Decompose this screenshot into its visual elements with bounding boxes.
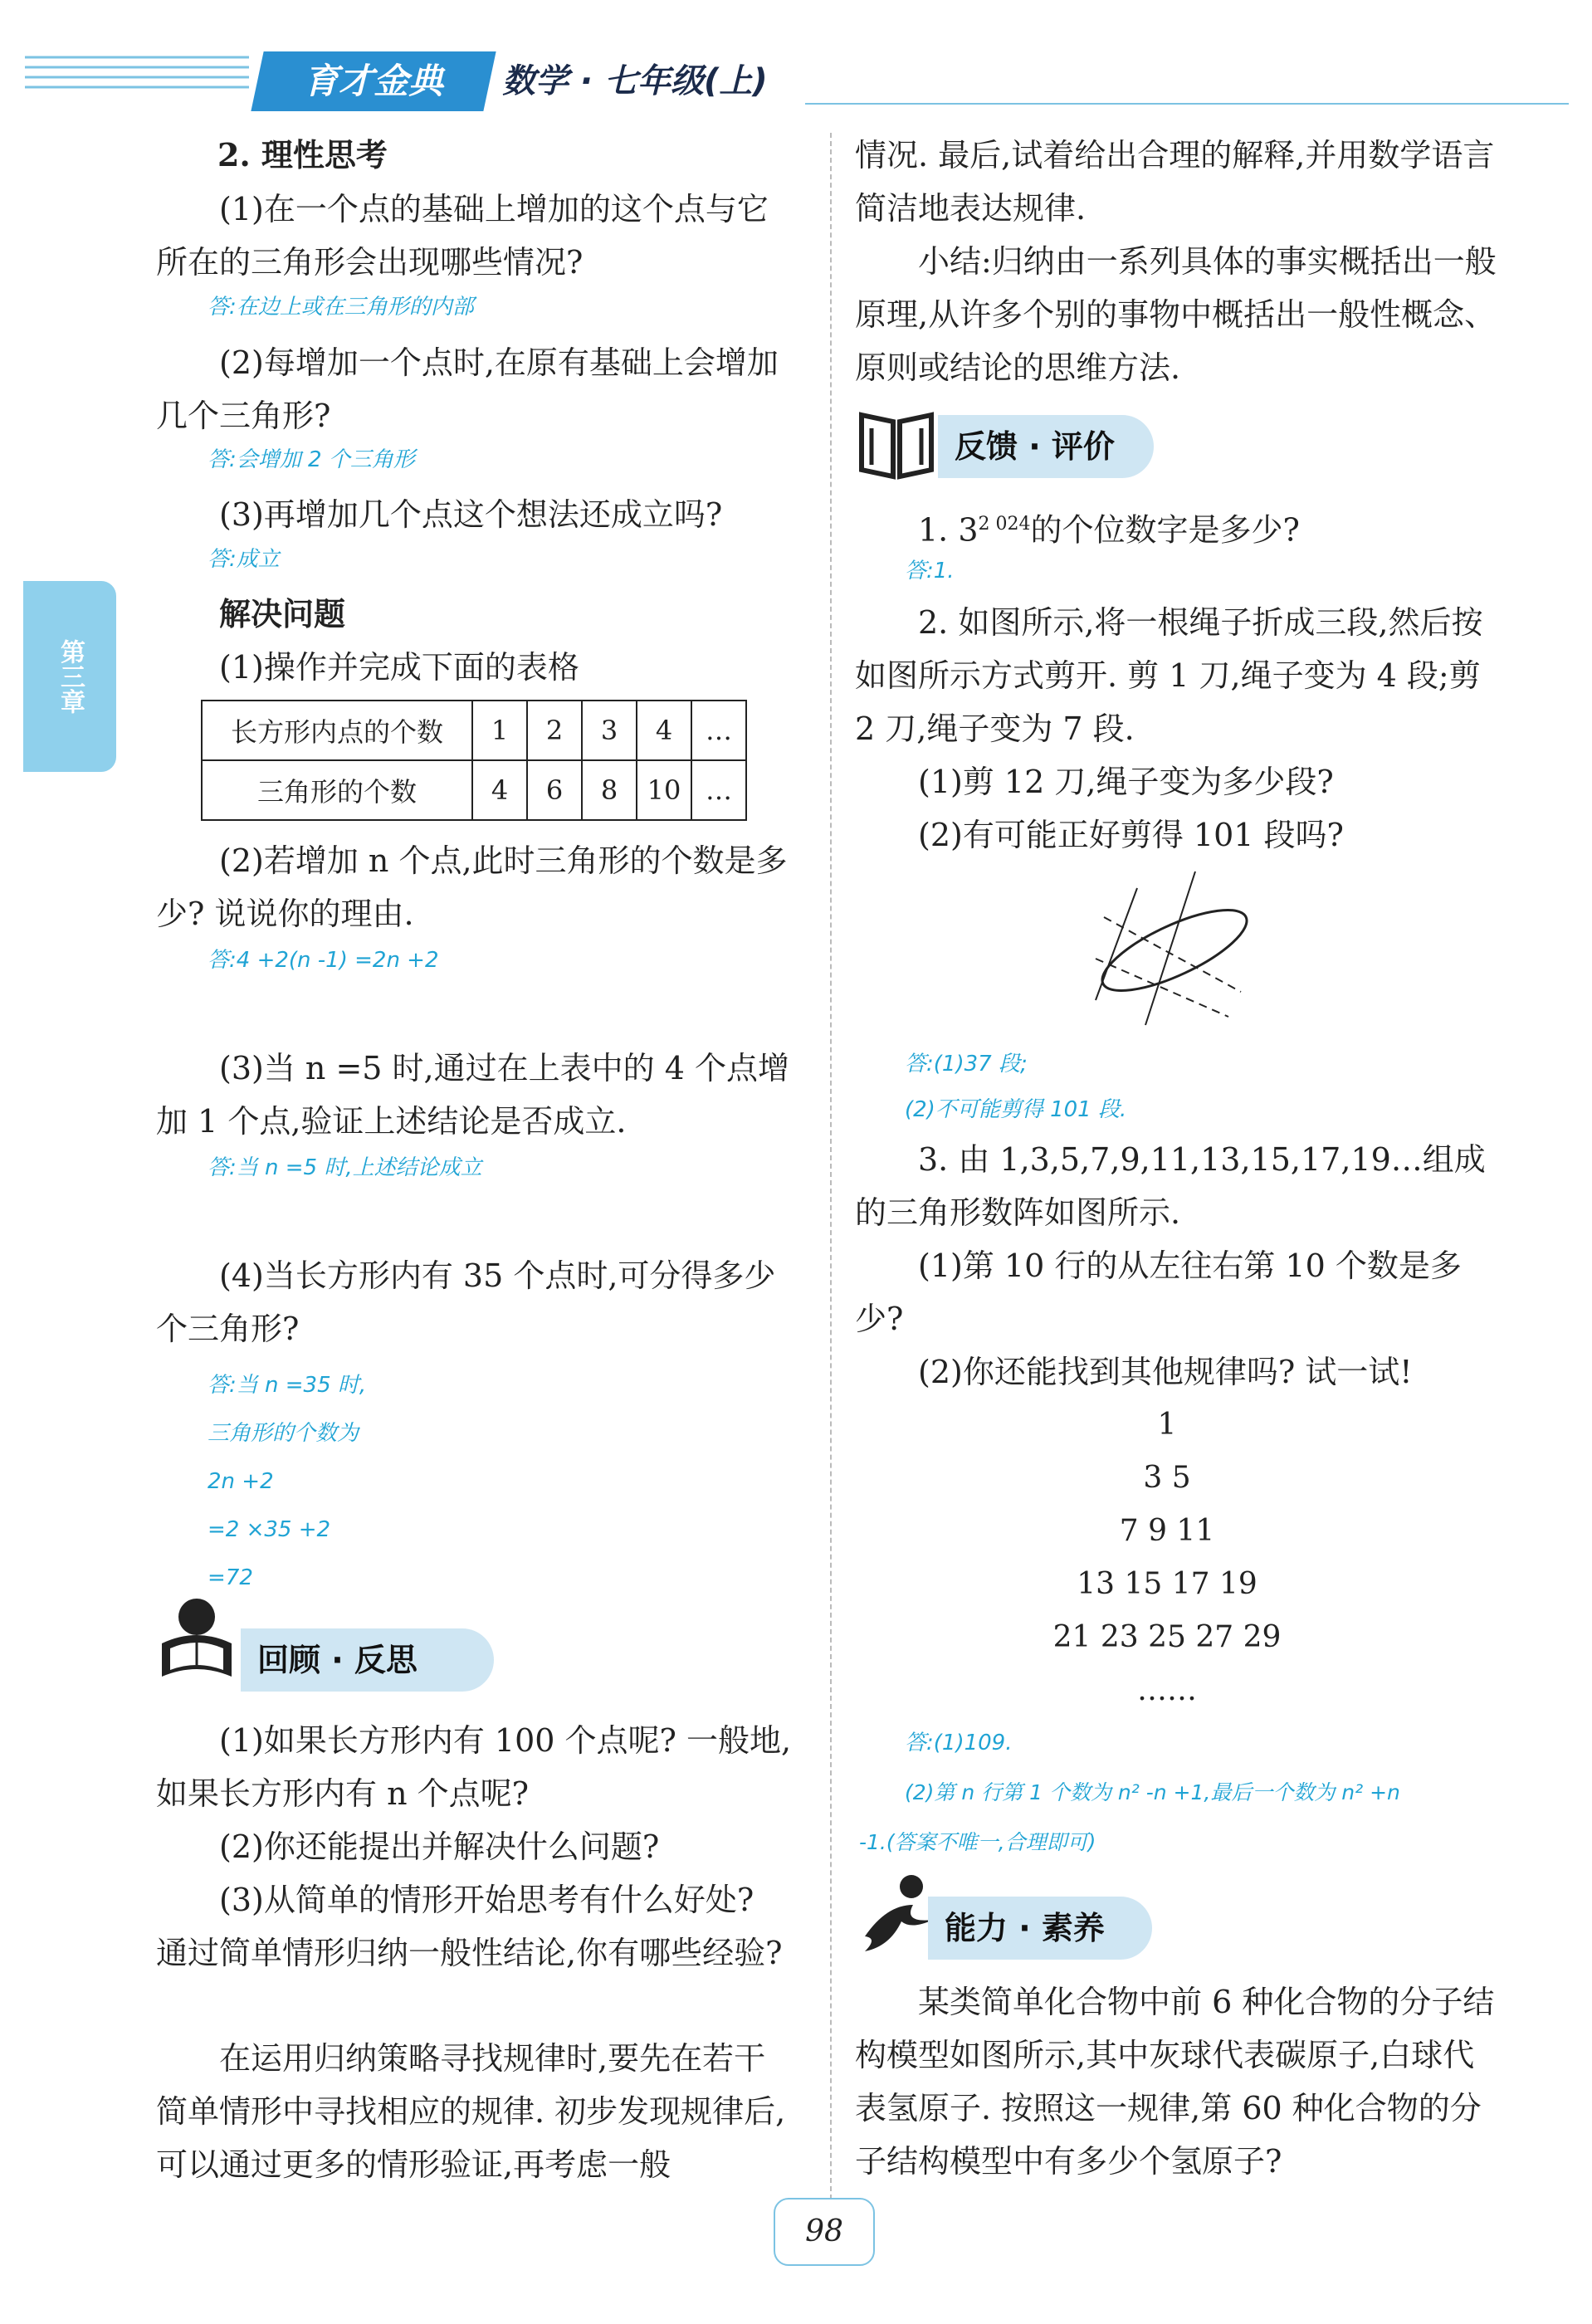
table-cell: 2 [527,701,582,760]
section-title-ability: 能力 · 素养 [928,1897,1152,1960]
solve-question-4: (4)当长方形内有 35 个点时,可分得多少个三角形? [156,1257,776,1347]
feedback-question-2a: (1)剪 12 刀,绳子变为多少段? [918,764,1334,800]
solve-title: 解决问题 [219,595,346,632]
fq1-base: 1. 3 [918,511,979,549]
feedback-question-1 [918,498,1300,557]
solve-question-3: (3)当 n =5 时,通过在上表中的 4 个点增加 1 个点,验证上述结论是否成立. [156,1050,789,1140]
table-cell: 10 [637,760,691,820]
summary-paragraph: 小结:归纳由一系列具体的事实概括出一般原理,从许多个别的事物中概括出一般性概念、原则或结论的思维方法. [855,243,1497,386]
table-row-label: 三角形的个数 [202,760,472,820]
triangle-row: 13 15 17 19 [1077,1567,1257,1601]
triangle-row: …… [1137,1673,1197,1707]
column-divider [830,133,832,2200]
solve-question-1: (1)操作并完成下面的表格 [219,649,579,686]
feedback-answer-3a: 答:(1)109. [905,1731,1013,1755]
reader-icon [154,1594,245,1685]
book-icon [855,407,938,481]
answer-2: 答:会增加 2 个三角形 [208,447,415,472]
table-cell: 1 [472,701,527,760]
table-cell: … [691,701,746,760]
fq1-exponent: 2 024 [978,514,1031,535]
answer-1: 答:在边上或在三角形的内部 [208,295,474,320]
table-row-label: 长方形内点的个数 [202,701,472,760]
answer-line: =72 [208,1565,253,1590]
answer-line: 2n +2 [208,1469,274,1494]
solve-answer-3: 答:当 n =5 时,上述结论成立 [208,1155,482,1180]
page-number: 98 [774,2198,875,2266]
paragraph-continuation: 情况. 最后,试着给出合理的解释,并用数学语言简洁地表达规律. [855,137,1495,227]
feedback-answer-3c: -1.(答案不唯一,合理即可) [859,1830,1096,1854]
table-cell: 8 [582,760,637,820]
feedback-question-3b: (2)你还能找到其他规律吗? 试一试! [918,1354,1413,1390]
solve-answer-2: 答:4 +2(n -1) =2n +2 [208,948,439,973]
feedback-answer-2a: 答:(1)37 段; [905,1052,1028,1077]
answer-line: =2 ×35 +2 [208,1517,331,1542]
section-title-reasoning: 2. 理性思考 [217,136,388,173]
feedback-question-2b: (2)有可能正好剪得 101 段吗? [918,817,1344,853]
dots-triangles-table [201,700,747,821]
review-paragraph: 在运用归纳策略寻找规律时,要先在若干简单情形中寻找相应的规律. 初步发现规律后,可以通过更多的情形验证,再考虑一般 [156,2040,786,2183]
section-title-feedback: 反馈 · 评价 [938,415,1154,478]
feedback-answer-2b: (2)不可能剪得 101 段. [905,1097,1127,1122]
table-cell: 6 [527,760,582,820]
question-2: (2)每增加一个点时,在原有基础上会增加几个三角形? [156,344,779,434]
review-question-3: (3)从简单的情形开始思考有什么好处? 通过简单情形归纳一般性结论,你有哪些经验? [156,1882,783,1971]
review-question-1: (1)如果长方形内有 100 个点呢? 一般地,如果长方形内有 n 个点呢? [156,1722,792,1812]
triangle-row: 7 9 11 [1119,1514,1215,1548]
book-brand: 育才金典 [251,51,496,111]
ability-question: 某类简单化合物中前 6 种化合物的分子结构模型如图所示,其中灰球代表碳原子,白球代表氢原子. 按照这一规律,第 60 种化合物的分子结构模型中有多少个氢原子? [855,1984,1495,2180]
solve-answer-4 [208,1361,366,1602]
feedback-question-3: 3. 由 1,3,5,7,9,11,13,15,17,19…组成的三角形数阵如图所示. [855,1141,1486,1231]
rope-figure [1079,867,1270,1033]
table-cell: 4 [472,760,527,820]
fq1-text: 的个位数字是多少? [1030,511,1300,549]
section-title-review: 回顾 · 反思 [241,1628,494,1692]
table-cell: … [691,760,746,820]
table-cell: 3 [582,701,637,760]
table-row [202,701,746,760]
triangle-row: 21 23 25 27 29 [1052,1620,1282,1654]
answer-line: 答:当 n =35 时, [208,1373,367,1398]
book-subject: 数学 · 七年级(上) [502,62,768,100]
chapter-tab: 第三章 [23,581,116,772]
triangle-row: 3 5 [1143,1461,1191,1495]
table-cell: 4 [637,701,691,760]
table-row [202,760,746,820]
review-question-2: (2)你还能提出并解决什么问题? [219,1828,660,1865]
feedback-question-2: 2. 如图所示,将一根绳子折成三段,然后按如图所示方式剪开. 剪 1 刀,绳子变为 4 段;剪 2 刀,绳子变为 7 段. [855,604,1483,747]
question-1: (1)在一个点的基础上增加的这个点与它所在的三角形会出现哪些情况? [156,191,769,281]
answer-line: 三角形的个数为 [208,1421,359,1446]
feedback-answer-1: 答:1. [905,559,955,583]
triangle-row: 1 [1157,1408,1177,1442]
question-3: (3)再增加几个点这个想法还成立吗? [219,496,723,533]
solve-question-2: (2)若增加 n 个点,此时三角形的个数是多少? 说说你的理由. [156,842,788,932]
answer-3: 答:成立 [208,547,280,572]
feedback-question-3a: (1)第 10 行的从左往右第 10 个数是多少? [855,1247,1462,1337]
feedback-answer-3b: (2)第 n 行第 1 个数为 n² -n +1,最后一个数为 n² +n [905,1780,1400,1804]
